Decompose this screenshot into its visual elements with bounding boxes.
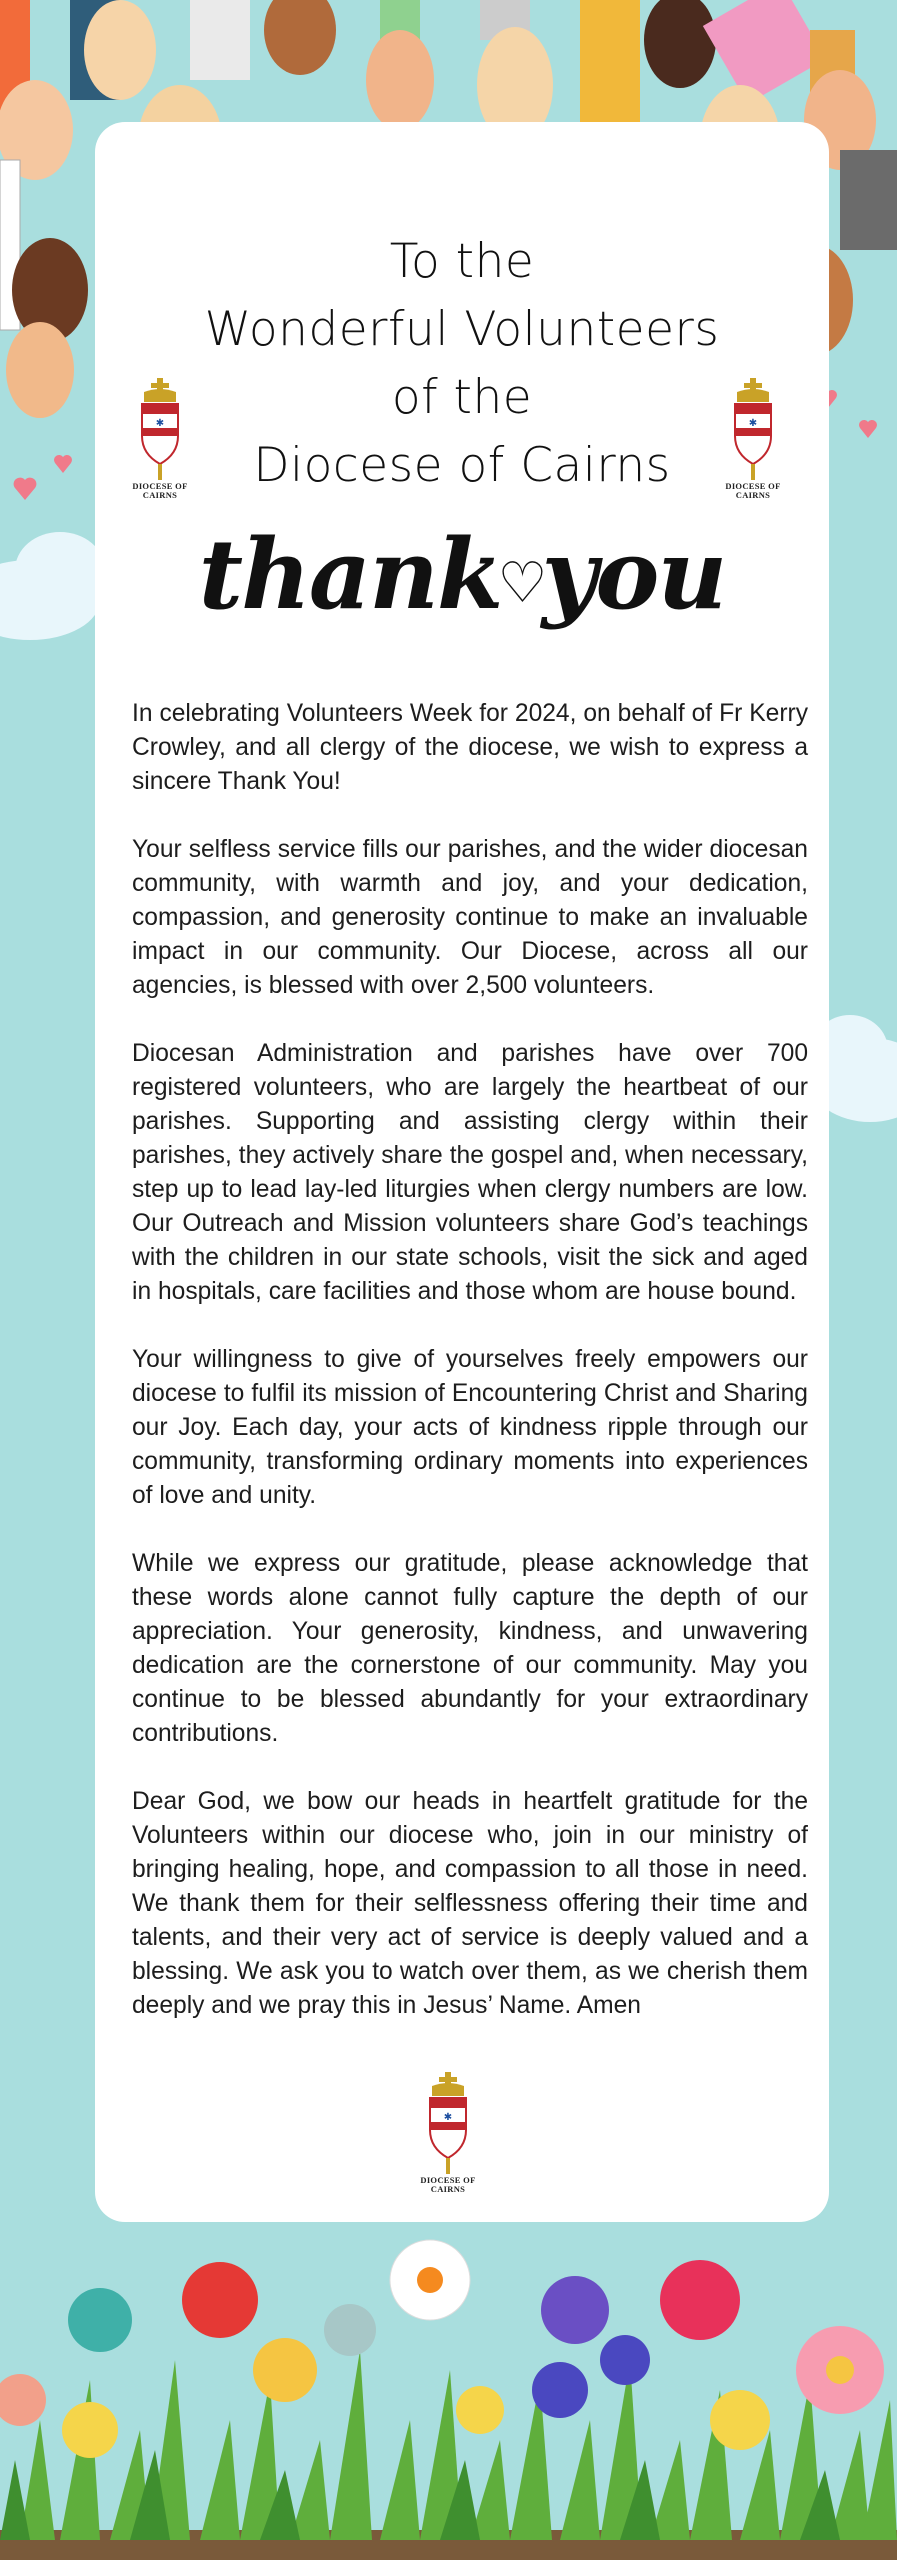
thank-word: thank [198,518,502,631]
crest-icon [725,378,781,482]
crest-caption: CAIRNS [735,490,771,500]
letter-paragraph: Dear God, we bow our heads in heartfelt gratitude for the Volunteers within our diocese who, join in our ministry of bringing healing, hope, and compassion to all those in need. We thank them for their selflessness offering their time and talents, and their very act of service is deeply valued and a blessing. We ask you to watch over them, as we cherish them deeply and we pray this in Jesus’ Name. Amen [132,1788,808,2019]
crest-caption: DIOCESE OF [132,481,188,491]
diocese-crest-bottom [413,2072,483,2202]
letter-paragraph: In celebrating Volunteers Week for 2024, on behalf of Fr Kerry Crowley, and all clergy of the diocese, we wish to express a sincere Thank You! [132,700,808,795]
letter-paragraph: Your willingness to give of yourselves freely empowers our diocese to fulfil its mission of Encountering Christ and Sharing our Joy. Each day, your acts of kindness ripple through our community, transforming ordinary moments into experiences of love and unity. [132,1346,808,1509]
diocese-crest-right [718,378,788,508]
crest-caption: DIOCESE OF [725,481,781,491]
title-line: Wonderful Volunteers [204,302,720,357]
crest-caption: CAIRNS [430,2184,466,2194]
svg-text:✱: ✱ [748,418,758,429]
letter-paragraph: While we express our gratitude, please acknowledge that these words alone cannot fully capture the depth of our appreciation. Your generosity, kindness, and unwavering dedication are the cornerstone of our community. May you continue to be blessed abundantly for your extraordinary contributions. [132,1550,808,1747]
letter-paragraph: Diocesan Administration and parishes have over 700 registered volunteers, who are largely the heartbeat of our parishes. Supporting and assisting clergy within their parishes, they actively share the gospel and, when necessary, step up to lead lay-led liturgies when clergy numbers are low. Our Outreach and Mission volunteers share God’s teachings with the children in our state schools, visit the sick and aged in hospitals, care facilities and those whom are house bound. [132,1040,808,1305]
title-line: Diocese of Cairns [253,438,671,493]
title-line: To the [389,234,535,289]
crest-caption: CAIRNS [142,490,178,500]
letter-paragraph: Your selfless service fills our parishes, and the wider diocesan community, with warmth and joy, and your dedication, compassion, and generosity continue to make an invaluable impact in our community. Our Diocese, across all our agencies, is blessed with over 2,500 volunteers. [132,836,808,999]
heart-icon: ♡ [497,550,546,617]
title-line: of the [391,370,533,425]
you-word: you [541,518,726,631]
crest-icon [420,2072,476,2176]
letter-body [132,697,808,2057]
cloud-left [0,532,105,640]
crest-icon [132,378,188,482]
flower-garden-illustration [0,2240,897,2560]
crest-caption: DIOCESE OF [420,2175,476,2185]
diocese-crest-left [125,378,195,508]
thank-you-heading [95,515,829,643]
svg-text:✱: ✱ [443,2112,453,2123]
svg-text:✱: ✱ [155,418,165,429]
